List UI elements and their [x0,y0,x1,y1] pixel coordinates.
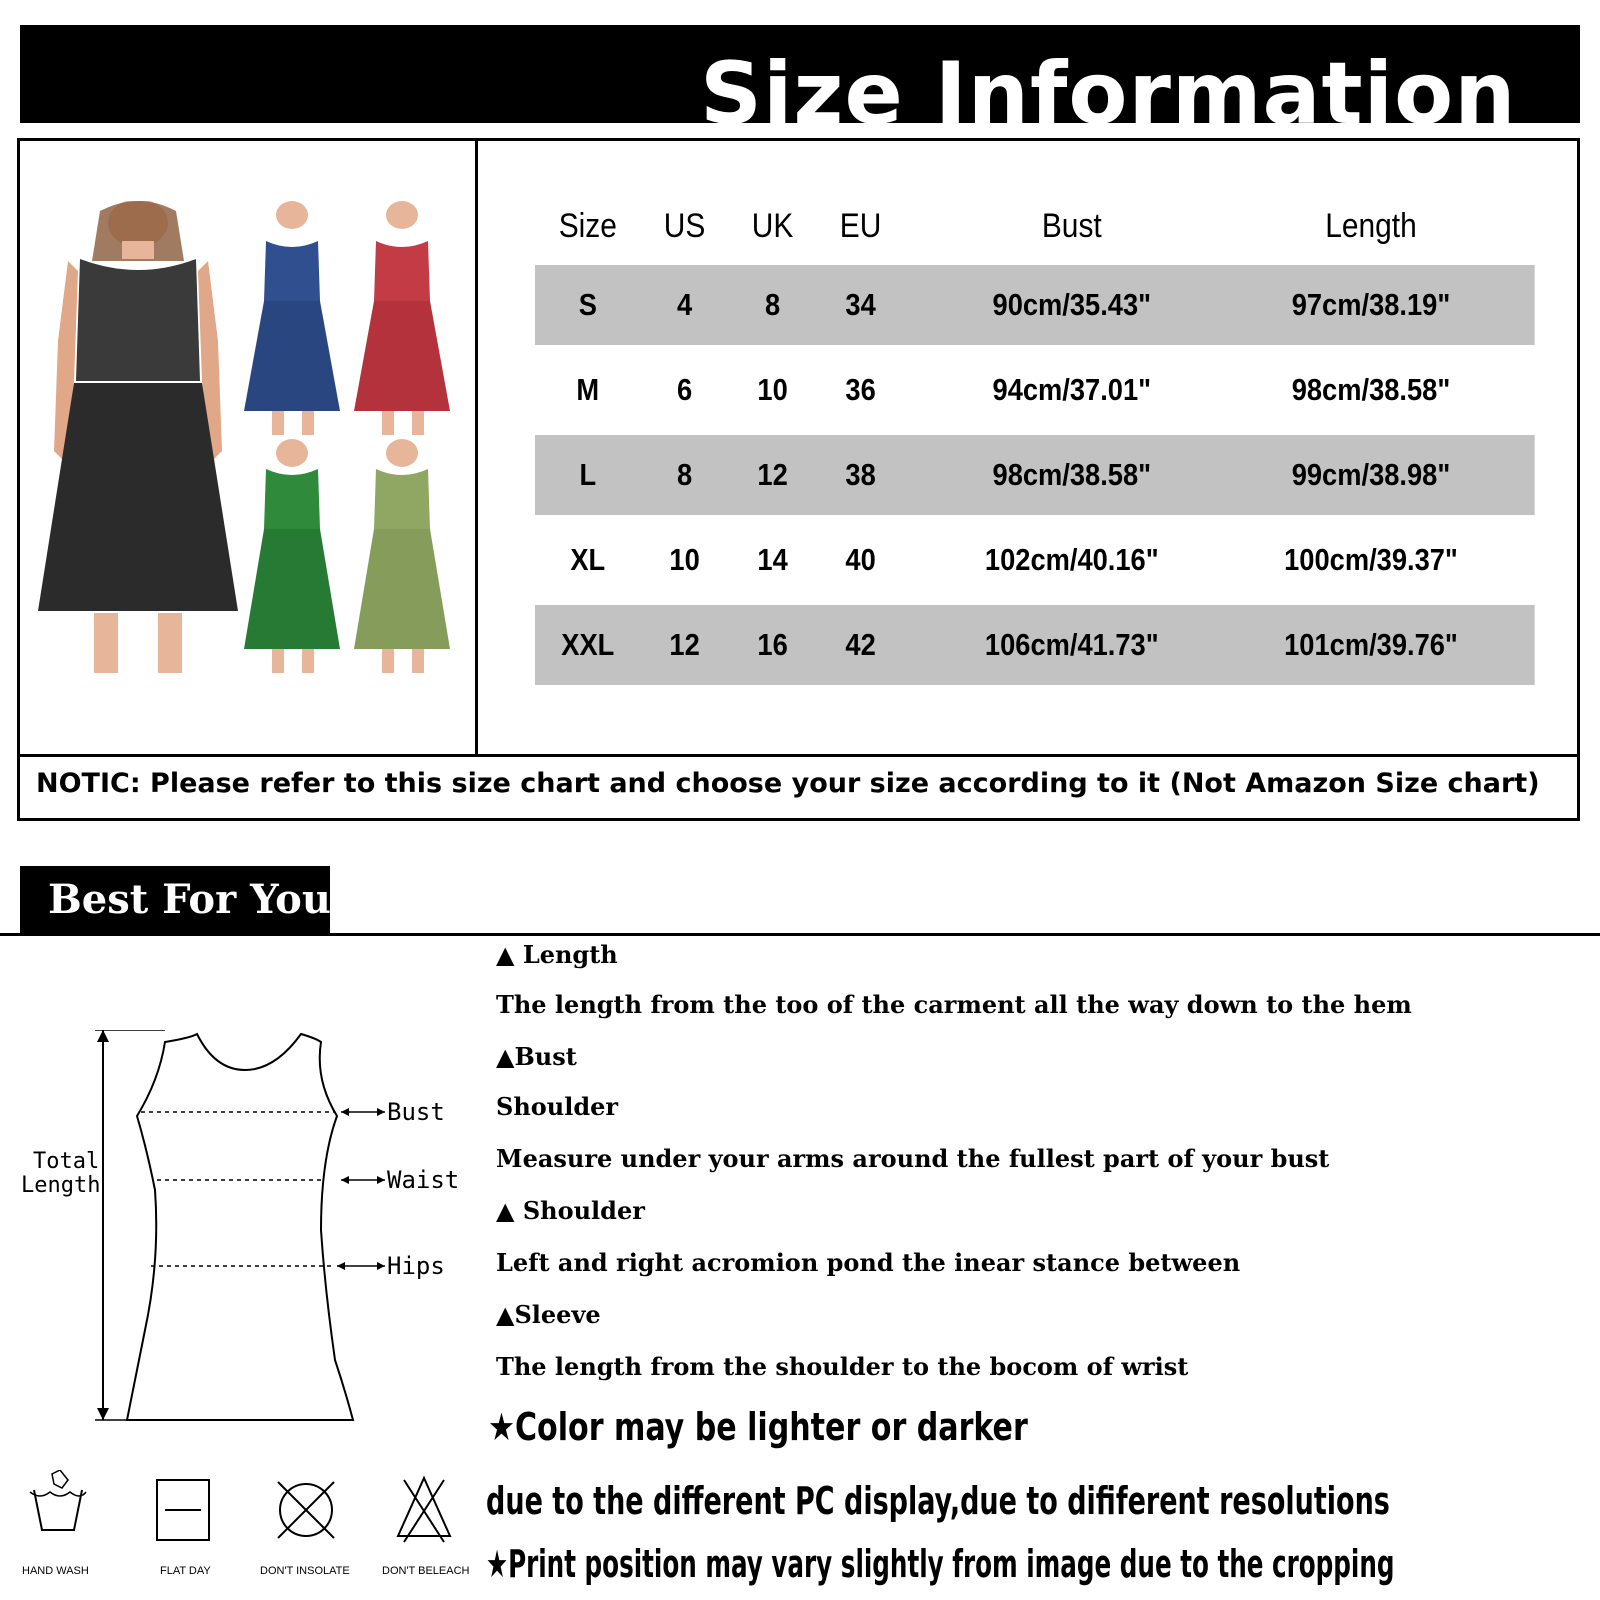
table-cell: XL [570,542,606,577]
table-cell: 12 [669,627,700,662]
column-header: Bust [1041,207,1102,245]
column-header: UK [751,207,794,245]
do-not-tumble-dry-icon [260,1482,350,1577]
table-cell: 4 [677,287,693,322]
care-label: HAND WASH [22,1565,89,1577]
care-icons [20,1470,480,1590]
color-note: ★Color may be lighter or darker [488,1405,1028,1449]
title-bar [20,25,1580,144]
table-header [535,196,1535,261]
table-cell: 94cm/37.01" [992,372,1152,407]
table-cell: 8 [765,287,781,322]
table-row [535,346,1535,431]
divider [0,933,1600,936]
column-header: EU [839,207,882,245]
table-cell: 6 [677,372,693,407]
table-cell: 99cm/38.98" [1291,457,1451,492]
table-cell: 10 [757,372,788,407]
guide-text: Left and right acromion pond the inear stance between [496,1248,1241,1277]
table-cell: XXL [561,627,615,662]
column-header: Size [558,207,617,245]
care-label: DON'T BELEACH [382,1565,470,1577]
table-cell: 106cm/41.73" [984,627,1159,662]
product-photo-main [38,201,238,673]
table-row [535,601,1535,686]
hand-wash-icon [22,1470,89,1577]
best-for-you-tab [20,866,330,934]
do-not-bleach-icon [382,1478,470,1577]
table-cell: 8 [677,457,693,492]
table-cell: 102cm/40.16" [984,542,1159,577]
total-length-label: Total [33,1149,100,1174]
guide-text: Measure under your arms around the fullest part of your bust [496,1144,1330,1173]
table-row [535,261,1535,346]
product-photo-blue [244,201,340,435]
measurement-diagram [15,1030,475,1430]
table-cell: 10 [669,542,700,577]
table-row [535,431,1535,516]
table-cell: 36 [845,372,876,407]
flat-dry-icon [157,1480,211,1577]
bust-label: Bust [387,1098,445,1126]
best-for-you-label: Best For You [48,876,331,923]
product-photo-green [244,439,340,673]
dress-outline [127,1034,353,1420]
table-cell: 34 [845,287,876,322]
print-position-note: ★Print position may vary slightly from image due to the cropping [486,1542,1395,1586]
table-cell: 100cm/39.37" [1284,542,1458,577]
table-cell: S [578,287,597,322]
table-cell: 16 [757,627,788,662]
table-cell: 42 [845,627,876,662]
table-cell: M [576,372,600,407]
total-length-label: Length [21,1173,101,1198]
size-notice: NOTIC: Please refer to this size chart and choose your size according to it (Not Amazon Size chart) [36,768,1540,799]
table-row [535,516,1535,601]
table-cell: 12 [757,457,788,492]
guide-text: The length from the too of the carment all the way down to the hem [496,990,1412,1019]
table-cell: 14 [757,542,788,577]
guide-heading: ▲ Shoulder [496,1196,645,1225]
table-cell: 38 [845,457,876,492]
table-cell: 98cm/38.58" [1291,372,1451,407]
size-chart-box [17,138,1580,821]
table-cell: 90cm/35.43" [992,287,1152,322]
guide-heading: ▲Sleeve [496,1300,601,1329]
column-header: Length [1325,207,1417,245]
table-cell: L [579,457,597,492]
table-cell: 98cm/38.58" [992,457,1152,492]
guide-heading: ▲ Length [496,940,618,969]
guide-text: The length from the shoulder to the bocom of wrist [496,1352,1189,1381]
table-cell: 101cm/39.76" [1284,627,1458,662]
table-cell: 40 [845,542,876,577]
guide-text: Shoulder [496,1092,619,1121]
divider [475,141,478,754]
guide-heading: ▲Bust [496,1042,577,1071]
product-photo-red [354,201,450,435]
size-table [535,196,1535,686]
divider [20,754,1577,757]
product-photo-olive [354,439,450,673]
table-cell: 97cm/38.19" [1291,287,1451,322]
page-title: Size Information [700,44,1517,144]
column-header: US [663,207,706,245]
color-note-detail: due to the different PC display,due to dififerent resolutions [486,1479,1390,1523]
care-label: FLAT DAY [160,1565,211,1577]
care-label: DON'T INSOLATE [260,1565,350,1577]
hips-label: Hips [387,1252,445,1280]
product-photos [34,201,474,691]
waist-label: Waist [387,1166,460,1194]
